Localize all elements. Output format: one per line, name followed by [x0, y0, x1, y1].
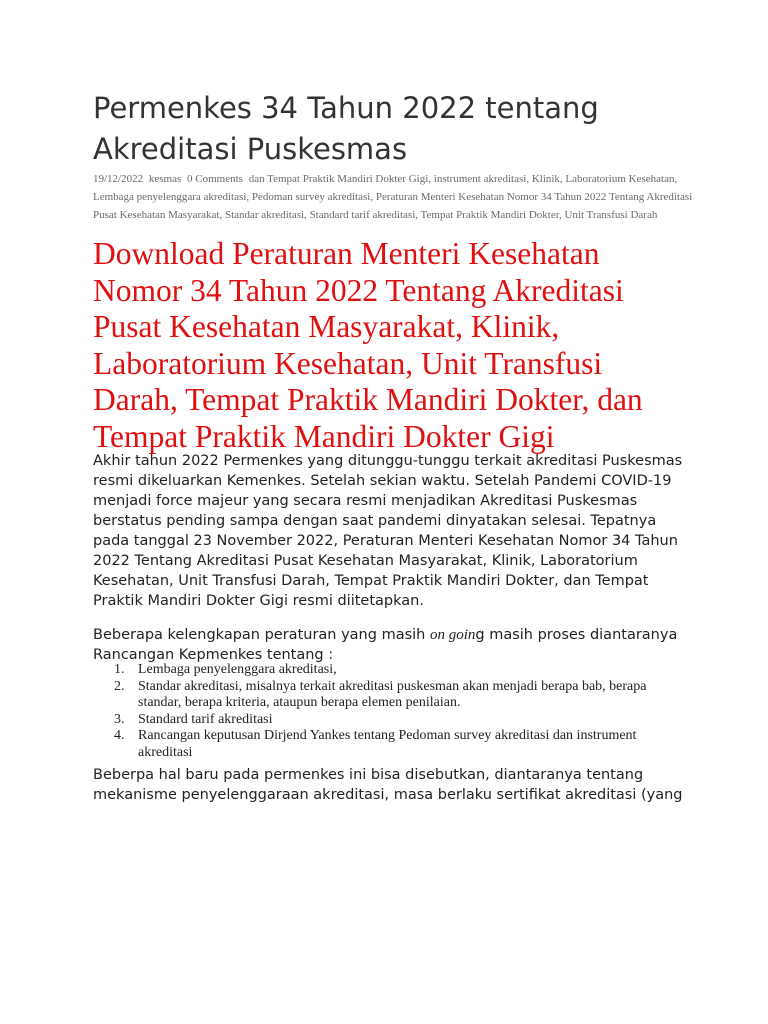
- post-tags[interactable]: dan Tempat Praktik Mandiri Dokter Gigi, instrument akreditasi, Klinik, Laboratorium Kesehatan, Lembaga penyelenggara akreditasi, Pedoman survey akreditasi, Peraturan Menteri Kesehatan Nomor 34 Tahun 2022 Tentang Akreditasi Pusat Kesehatan Masyarakat, Standar akreditasi, Standard tarif akreditasi, Tempat Praktik Mandiri Dokter, Unit Transfusi Darah: [93, 173, 693, 221]
- paragraph-italic-text: on goin: [429, 627, 476, 643]
- list-item: [114, 712, 674, 729]
- post-meta: [93, 170, 693, 224]
- list-number: 2.: [114, 678, 125, 694]
- list-number: 3.: [114, 711, 125, 727]
- list-item-text: Rancangan keputusan Dirjend Yankes tentang Pedoman survey akreditasi dan instrument akreditasi: [138, 728, 637, 760]
- paragraph-text: g masih proses diantaranya Rancangan Kepmenkes tentang :: [93, 627, 678, 663]
- list-item-text: Lembaga penyelenggara akreditasi,: [138, 662, 337, 677]
- download-headline[interactable]: Download Peraturan Menteri Kesehatan Nomor 34 Tahun 2022 Tentang Akreditasi Pusat Kesehatan Masyarakat, Klinik, Laboratorium Kesehatan, Unit Transfusi Darah, Tempat Praktik Mandiri Dokter, dan Tempat Praktik Mandiri Dokter Gigi: [93, 236, 643, 454]
- paragraph-text: Beberapa kelengkapan peraturan yang masih: [93, 627, 430, 643]
- list-number: 4.: [114, 728, 125, 743]
- post-date: 19/12/2022: [93, 173, 144, 185]
- draft-regulations-list: [114, 662, 674, 761]
- intro-paragraph: Akhir tahun 2022 Permenkes yang ditunggu-tunggu terkait akreditasi Puskesmas resmi dikeluarkan Kemenkes. Setelah sekian waktu. Setelah Pandemi COVID-19 menjadi force majeur yang secara resmi menjadikan Akreditasi Puskesmas berstatus pending sampa dengan saat pandemi dinyatakan selesai. Tepatnya pada tanggal 23 November 2022, Peraturan Menteri Kesehatan Nomor 34 Tahun 2022 Tentang Akreditasi Pusat Kesehatan Masyarakat, Klinik, Laboratorium Kesehatan, Unit Transfusi Darah, Tempat Praktik Mandiri Dokter, dan Tempat Praktik Mandiri Dokter Gigi resmi diitetapkan.: [93, 453, 683, 609]
- list-item-text: Standard tarif akreditasi: [138, 711, 273, 727]
- page-title: Permenkes 34 Tahun 2022 tentang Akreditasi Puskesmas: [93, 91, 599, 166]
- list-item: [114, 728, 674, 761]
- list-item: [114, 662, 674, 679]
- list-item: [114, 679, 674, 712]
- completeness-paragraph: [93, 625, 683, 665]
- post-author[interactable]: kesmas: [148, 173, 182, 185]
- new-points-paragraph: Beberpa hal baru pada permenkes ini bisa disebutkan, diantaranya tentang mekanisme penyelenggaraan akreditasi, masa berlaku sertifikat akreditasi (yang: [93, 767, 683, 803]
- list-number: 1.: [114, 662, 125, 677]
- post-comments[interactable]: 0 Comments: [187, 173, 243, 185]
- list-item-text: Standar akreditasi, misalnya terkait akreditasi puskesman akan menjadi berapa bab, berapa standar, berapa kriteria, ataupun berapa elemen penilaian.: [138, 678, 647, 710]
